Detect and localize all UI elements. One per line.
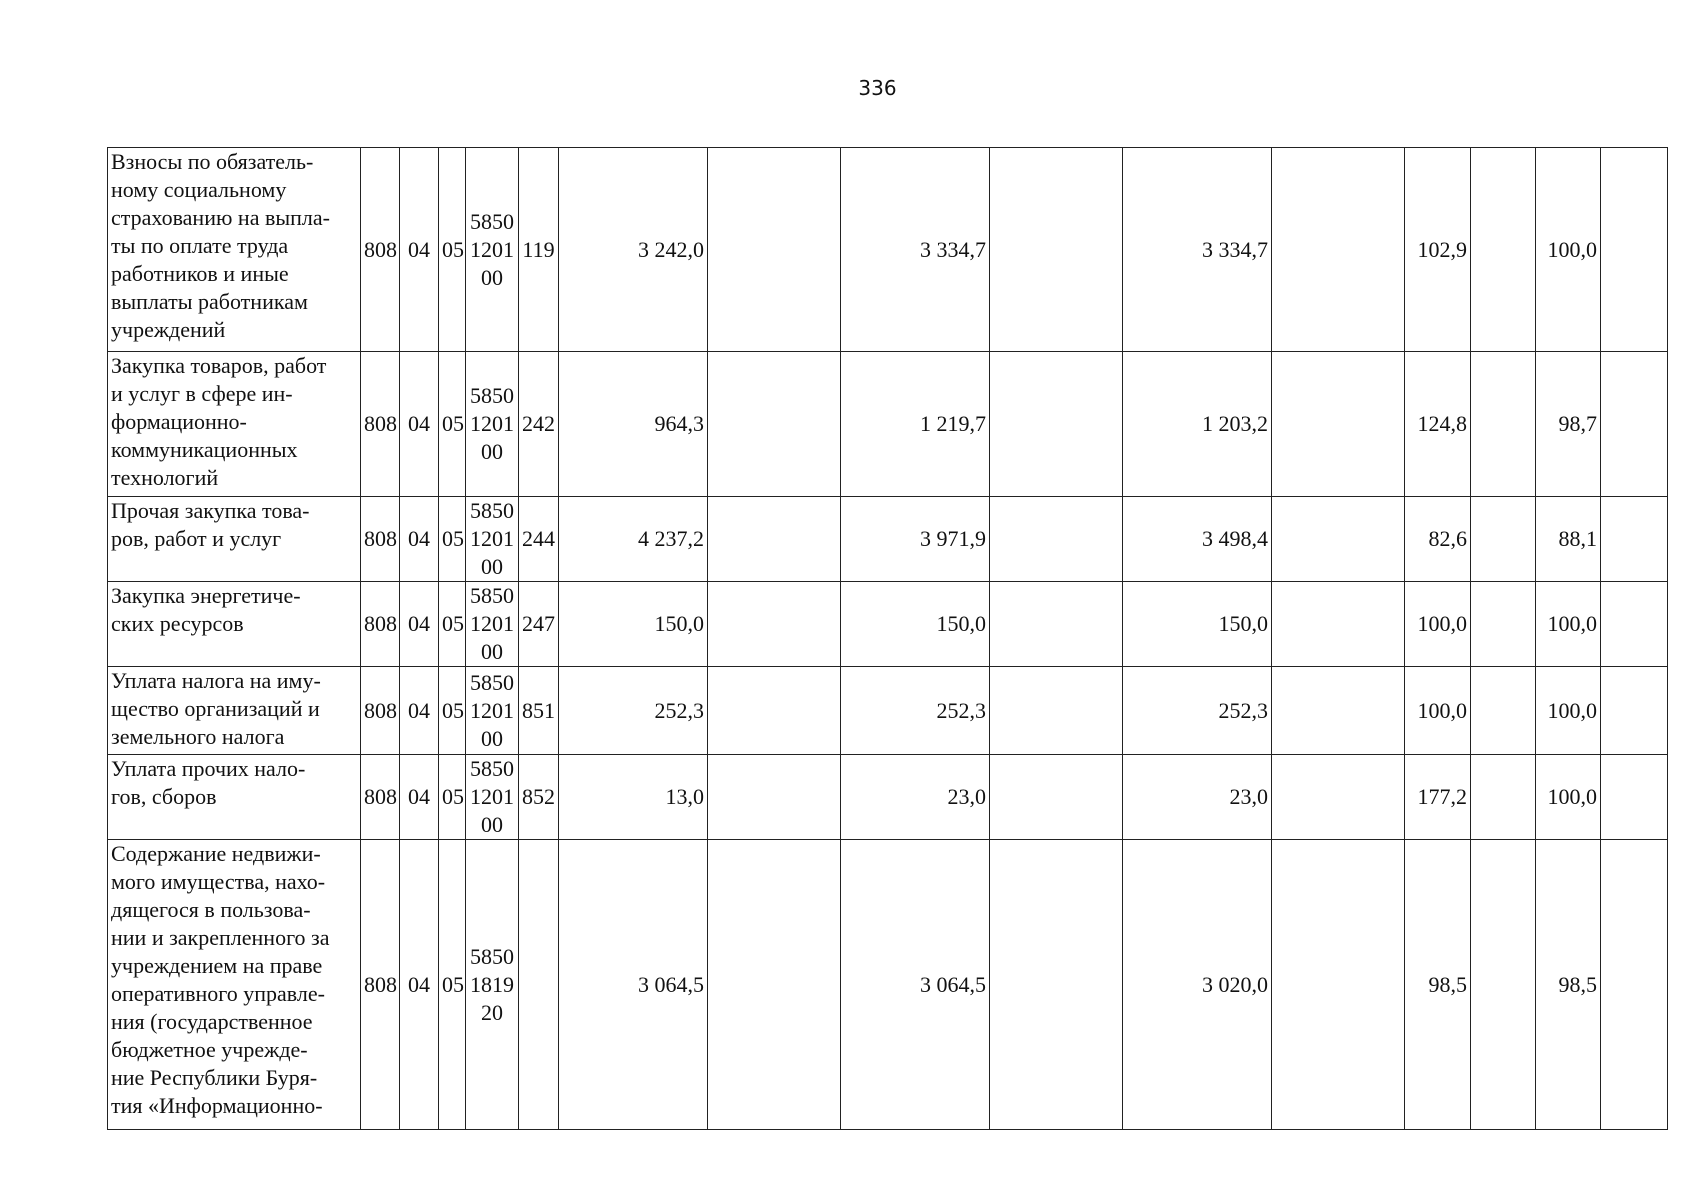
percent-col-2 <box>1471 352 1536 497</box>
expense-type-code: 852 <box>519 755 559 840</box>
amount-col-5: 23,0 <box>1123 755 1272 840</box>
amount-col-1: 3 242,0 <box>559 148 708 352</box>
ministry-code: 808 <box>361 667 400 755</box>
amount-col-5: 1 203,2 <box>1123 352 1272 497</box>
percent-col-4 <box>1601 148 1668 352</box>
percent-col-2 <box>1471 667 1536 755</box>
amount-col-6 <box>1272 755 1405 840</box>
amount-col-3: 252,3 <box>841 667 990 755</box>
row-description: Закупка товаров, работ и услуг в сфере ин- формационно- коммуникационных технологий <box>108 352 361 497</box>
amount-col-2 <box>708 497 841 582</box>
section-code: 04 <box>400 667 439 755</box>
amount-col-3: 150,0 <box>841 582 990 667</box>
amount-col-6 <box>1272 352 1405 497</box>
row-description: Закупка энергетиче- ских ресурсов <box>108 582 361 667</box>
percent-col-1: 100,0 <box>1405 667 1471 755</box>
amount-col-6 <box>1272 497 1405 582</box>
ministry-code: 808 <box>361 582 400 667</box>
percent-col-1: 177,2 <box>1405 755 1471 840</box>
percent-col-4 <box>1601 840 1668 1130</box>
percent-col-3: 100,0 <box>1536 755 1601 840</box>
table-row <box>108 840 1668 1130</box>
percent-col-3: 88,1 <box>1536 497 1601 582</box>
percent-col-3: 98,7 <box>1536 352 1601 497</box>
amount-col-1: 13,0 <box>559 755 708 840</box>
row-description: Содержание недвижи- мого имущества, нахо- дящегося в пользова- нии и закрепленного за учреждением на праве оперативного управле- ния (государственное бюджетное учрежде- ние Республики Буря- тия «Информационно- <box>108 840 361 1130</box>
budget-table <box>107 147 1668 1130</box>
percent-col-3: 100,0 <box>1536 148 1601 352</box>
amount-col-1: 3 064,5 <box>559 840 708 1130</box>
subsection-code: 05 <box>439 667 466 755</box>
percent-col-3: 98,5 <box>1536 840 1601 1130</box>
table-row <box>108 582 1668 667</box>
target-article-code: 5850 1819 20 <box>466 840 519 1130</box>
subsection-code: 05 <box>439 582 466 667</box>
amount-col-5: 3 334,7 <box>1123 148 1272 352</box>
section-code: 04 <box>400 582 439 667</box>
percent-col-3: 100,0 <box>1536 582 1601 667</box>
ministry-code: 808 <box>361 497 400 582</box>
expense-type-code: 119 <box>519 148 559 352</box>
percent-col-2 <box>1471 148 1536 352</box>
table-row <box>108 497 1668 582</box>
percent-col-2 <box>1471 755 1536 840</box>
target-article-code: 5850 1201 00 <box>466 667 519 755</box>
section-code: 04 <box>400 148 439 352</box>
target-article-code: 5850 1201 00 <box>466 582 519 667</box>
amount-col-2 <box>708 352 841 497</box>
percent-col-1: 82,6 <box>1405 497 1471 582</box>
amount-col-6 <box>1272 582 1405 667</box>
expense-type-code: 247 <box>519 582 559 667</box>
amount-col-6 <box>1272 148 1405 352</box>
amount-col-3: 1 219,7 <box>841 352 990 497</box>
row-description: Прочая закупка това- ров, работ и услуг <box>108 497 361 582</box>
percent-col-1: 98,5 <box>1405 840 1471 1130</box>
ministry-code: 808 <box>361 755 400 840</box>
subsection-code: 05 <box>439 148 466 352</box>
subsection-code: 05 <box>439 497 466 582</box>
ministry-code: 808 <box>361 352 400 497</box>
amount-col-1: 252,3 <box>559 667 708 755</box>
section-code: 04 <box>400 840 439 1130</box>
table-row <box>108 148 1668 352</box>
subsection-code: 05 <box>439 755 466 840</box>
percent-col-3: 100,0 <box>1536 667 1601 755</box>
row-description: Уплата налога на иму- щество организаций и земельного налога <box>108 667 361 755</box>
amount-col-3: 3 334,7 <box>841 148 990 352</box>
percent-col-1: 102,9 <box>1405 148 1471 352</box>
section-code: 04 <box>400 497 439 582</box>
amount-col-5: 252,3 <box>1123 667 1272 755</box>
target-article-code: 5850 1201 00 <box>466 755 519 840</box>
amount-col-2 <box>708 755 841 840</box>
section-code: 04 <box>400 755 439 840</box>
percent-col-1: 124,8 <box>1405 352 1471 497</box>
percent-col-4 <box>1601 582 1668 667</box>
amount-col-4 <box>990 667 1123 755</box>
expense-type-code: 244 <box>519 497 559 582</box>
table-row <box>108 755 1668 840</box>
amount-col-4 <box>990 497 1123 582</box>
amount-col-4 <box>990 582 1123 667</box>
amount-col-4 <box>990 755 1123 840</box>
subsection-code: 05 <box>439 840 466 1130</box>
amount-col-6 <box>1272 840 1405 1130</box>
row-description: Уплата прочих нало- гов, сборов <box>108 755 361 840</box>
percent-col-4 <box>1601 497 1668 582</box>
percent-col-1: 100,0 <box>1405 582 1471 667</box>
row-description: Взносы по обязатель- ному социальному страхованию на выпла- ты по оплате труда работников и иные выплаты работникам учреждений <box>108 148 361 352</box>
amount-col-5: 3 498,4 <box>1123 497 1272 582</box>
table-row <box>108 352 1668 497</box>
amount-col-3: 23,0 <box>841 755 990 840</box>
amount-col-3: 3 064,5 <box>841 840 990 1130</box>
expense-type-code <box>519 840 559 1130</box>
ministry-code: 808 <box>361 840 400 1130</box>
amount-col-1: 150,0 <box>559 582 708 667</box>
amount-col-2 <box>708 667 841 755</box>
amount-col-4 <box>990 148 1123 352</box>
amount-col-3: 3 971,9 <box>841 497 990 582</box>
amount-col-4 <box>990 840 1123 1130</box>
table-row <box>108 667 1668 755</box>
amount-col-1: 4 237,2 <box>559 497 708 582</box>
section-code: 04 <box>400 352 439 497</box>
amount-col-2 <box>708 148 841 352</box>
percent-col-2 <box>1471 582 1536 667</box>
amount-col-2 <box>708 840 841 1130</box>
target-article-code: 5850 1201 00 <box>466 497 519 582</box>
amount-col-5: 150,0 <box>1123 582 1272 667</box>
percent-col-2 <box>1471 840 1536 1130</box>
target-article-code: 5850 1201 00 <box>466 148 519 352</box>
expense-type-code: 851 <box>519 667 559 755</box>
amount-col-1: 964,3 <box>559 352 708 497</box>
subsection-code: 05 <box>439 352 466 497</box>
percent-col-4 <box>1601 667 1668 755</box>
percent-col-4 <box>1601 352 1668 497</box>
expense-type-code: 242 <box>519 352 559 497</box>
page-number: 336 <box>858 76 897 100</box>
amount-col-5: 3 020,0 <box>1123 840 1272 1130</box>
percent-col-4 <box>1601 755 1668 840</box>
target-article-code: 5850 1201 00 <box>466 352 519 497</box>
amount-col-6 <box>1272 667 1405 755</box>
ministry-code: 808 <box>361 148 400 352</box>
percent-col-2 <box>1471 497 1536 582</box>
amount-col-2 <box>708 582 841 667</box>
amount-col-4 <box>990 352 1123 497</box>
